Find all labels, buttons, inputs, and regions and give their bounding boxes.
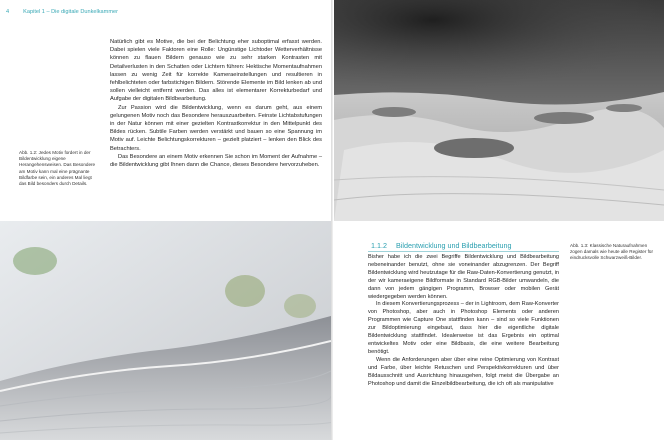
paragraph: In diesem Konvertierungsprozess – der in Lightroom, dem Raw-Konverter von Photoshop, aber auch in Photoshop Elements oder anderen Programmen wie Capture One stattfinden kann – sind so viele Funktionen zur Bildoptimierung eingebaut, dass hier die eigentliche digitale Bildentwicklung stattfindet. Idealerweise ist das Ergebnis ein optimal entwickeltes Motiv oder eine Bildbasis, die eine weitere Bearbeitung benötigt. xyxy=(368,301,559,355)
figure-caption-1-3: Abb. 1.3: Klassische Naturaufnahmen zogen damals wie heute alle Register für eindrucksvolle Schwarzweiß-Bilder. xyxy=(570,243,653,261)
paragraph: Natürlich gibt es Motive, die bei der Belichtung eher suboptimal erfasst werden. Dabei spielen viele Faktoren eine Rolle: Ungünstige Lichtoder Wetterverhältnisse können zu flauen Bildern genauso wie zu sehr starken Kontrasten mit Detailverlusten in den Schatten oder Lichtern führen: Hektische Momentaufnahmen lassen zu wenig Zeit für korrekte Kameraeinstellungen und resultieren in fehlbelichteten oder farbstichigen Bildern. Störende Elemente im Bild lenken ab und sollen vielleicht entfernt werden. Das alles ist elementarer Korrekturbedarf und Aufgabe der digitalen Bildbearbeitung. xyxy=(110,39,322,103)
photo-sand-closeup xyxy=(0,221,331,440)
chapter-title: Kapitel 1 – Die digitale Dunkelkammer xyxy=(23,9,118,15)
sand-ripples-image xyxy=(0,221,331,440)
page-number: 4 xyxy=(6,9,10,15)
photo-bw-dunes xyxy=(334,0,664,221)
paragraph: Zur Passion wird die Bildentwicklung, wenn es darum geht, aus einem gelungenen Motiv noch das Besondere herauszuarbeiten. Feinste Lichtabstufungen in der Natur können mit einer gezielten Kontrastkorrektur in den Mittelpunkt des Bildes rücken. Subtile Farben werden verstärkt und bauen so eine Spannung im Motiv auf. Leichte Belichtungskorrekturen – gezielt platziert – lenken den Blick des Betrachters. xyxy=(110,104,322,152)
paragraph: Bisher habe ich die zwei Begriffe Bildentwicklung und Bildbearbeitung nebeneinander benutzt, ohne sie voneinander abzugrenzen. Der Begriff Bildentwicklung wird heutzutage für die Raw-Daten-Konvertierung genutzt, in der wir kameraeigene Bildformate in Standard RGB-Bilder umwandeln, die dann von jedem gängigen Programm, Browser oder mobilen Gerät wiedergegeben werden können. xyxy=(368,254,559,300)
figure-caption-1-2: Abb. 1.2: Jedes Motiv fordert in der Bildentwicklung eigene Herangehensweisen. Das Besondere am Motiv kann mal eine prägnante Bildfarbe sein, ein anderes Mal liegt das Bild besonders durch Details. xyxy=(19,150,96,187)
section-number: 1.1.2 xyxy=(371,241,387,250)
right-body-text xyxy=(368,254,559,388)
section-title: Bildentwicklung und Bildbearbeitung xyxy=(396,241,512,250)
running-header xyxy=(6,9,118,15)
page-gutter xyxy=(331,0,333,440)
section-rule xyxy=(368,251,559,252)
left-body-text xyxy=(110,38,322,169)
paragraph: Wenn die Anforderungen aber über eine reine Optimierung von Kontrast und Farbe, über leichte Retuschen und Perspektivkorrekturen und über Bildausschnitt und Ausrichtung hinausgehen, folgt meist die Übergabe an Photoshop und damit die Einzelbildbearbeitung, die ich oft als manipulative xyxy=(368,356,559,387)
paragraph: Das Besondere an einem Motiv erkennen Sie schon im Moment der Aufnahme – die Bildentwicklung gibt Ihnen dann die Chance, dieses Besondere hervorzuheben. xyxy=(110,153,322,169)
bw-dune-landscape xyxy=(334,0,664,221)
section-heading xyxy=(371,241,511,250)
